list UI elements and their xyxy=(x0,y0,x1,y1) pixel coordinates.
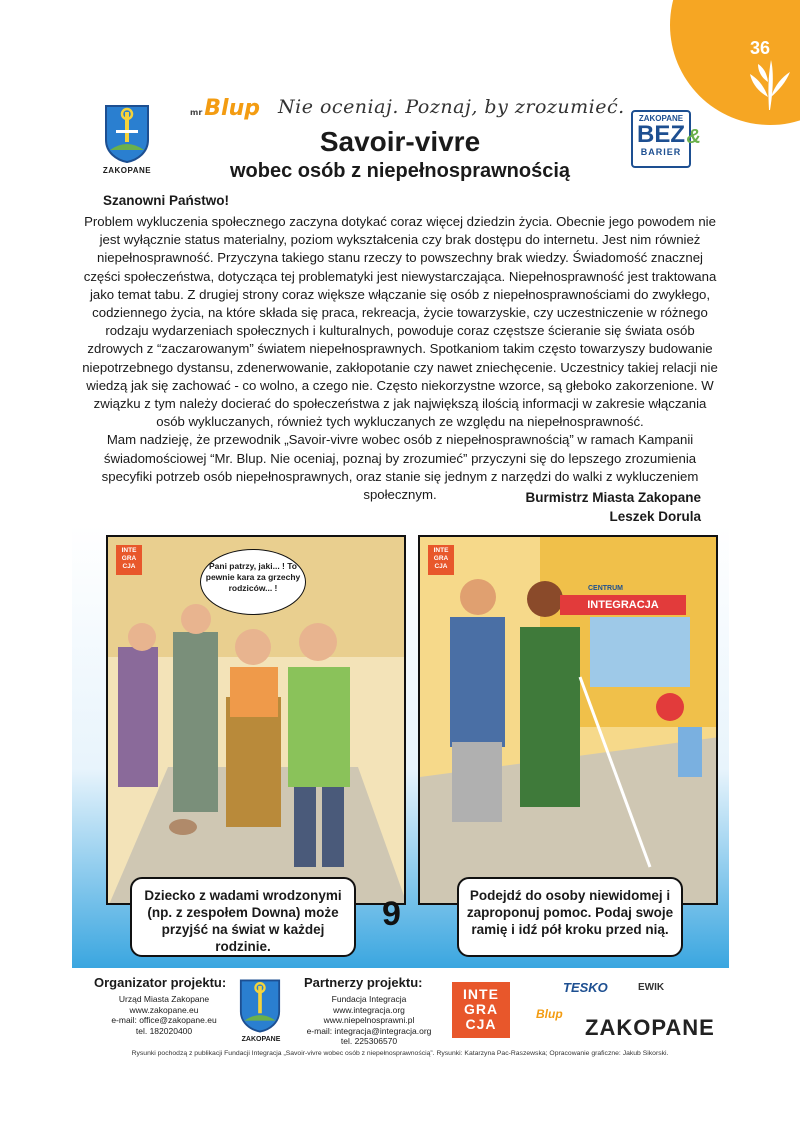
blind-assist-illustration xyxy=(420,537,718,905)
campaign-slogan: Nie oceniaj. Poznaj, by zrozumieć. xyxy=(278,96,625,118)
shop-sign: INTEGRACJA xyxy=(560,595,686,615)
letter-body xyxy=(78,213,722,504)
speech-bubble: Pani patrzy, jaki... ! To pewnie kara za grzechy rodziców... ! xyxy=(200,549,306,615)
letter-paragraph: Problem wykluczenia społecznego zaczyna dotykać coraz więcej dziedzin życia. Obecnie jego powodem nie jest wyłącznie status materialny, poziom wykształcenia czy brak dostępu do internetu. Jest nim również niepełnosprawność. Przyczyna takiego stanu rzeczy to powszechny brak wiedzy. Świadomość znacznej części społeczeństwa, dotycząca tej problematyki jest niewystarczająca. Niepełnosprawność jest traktowana jako temat tabu. Z drugiej strony coraz większe włączanie się osób z niepełnosprawnościami do zwykłego, codziennego życia, na które składa się praca, rekreacja, życie towarzyskie, czy uczestniczenie w różnego rodzaju wydarzeniach społecznych i kulturalnych, powoduje coraz częstsze ścieranie się świata osób zdrowych z “zaczarowanym” światem niepełnosprawnych. Spotkaniom takim często towarzyszy budowanie niepotrzebnego dystansu, zdenerwowanie, zakłopotanie czy nawet zniechęcenie. Uczestnicy takiej relacji nie wiedzą jak się zachować - co wolno, a czego nie. Często niekorzystne wzorce, są głeboko zakorzenione. W związku z tym należy docierać do społeczeństwa z jak największą ilością informacji w zakresie włączania osób wykluczanych, również tych wykluczanych ze względu na niepełnosprawność. xyxy=(82,214,718,430)
caption-left: Dziecko z wadami wrodzonymi (np. z zespołem Downa) może przyjść na świat w każdej rodzinie. xyxy=(130,877,356,957)
ewik-logo: EWIK xyxy=(638,982,665,993)
mr-blup-logo: mrBlup xyxy=(190,96,261,121)
comic-strip xyxy=(72,525,729,968)
comic-panel-left xyxy=(106,535,406,905)
partner-info xyxy=(294,994,444,1047)
page-title: Savoir-vivre xyxy=(319,126,481,157)
zakopane-bez-barier-logo: ZAKOPANE BEZ BARIER & xyxy=(631,110,691,168)
coat-small-label: ZAKOPANE xyxy=(241,1036,281,1043)
page-number: 36 xyxy=(749,38,770,58)
organizer-phone: tel. 182020400 xyxy=(135,1025,193,1036)
organizer-heading: Organizator projektu: xyxy=(94,975,227,990)
partner-name: Fundacja Integracja xyxy=(331,994,407,1004)
coat-label: ZAKOPANE xyxy=(102,166,152,175)
organizer-name: Urząd Miasta Zakopane xyxy=(118,994,210,1004)
integracja-badge: INTE GRA CJA xyxy=(116,545,142,575)
blup-small-logo: Blup xyxy=(536,1007,563,1021)
signature-title: Burmistrz Miasta Zakopane xyxy=(525,490,701,505)
shop-sign-top: CENTRUM xyxy=(588,585,623,592)
letter-salutation: Szanowni Państwo! xyxy=(103,193,230,208)
signature-name: Leszek Dorula xyxy=(609,509,701,524)
page-subtitle: wobec osób z niepełnosprawnością xyxy=(229,160,571,182)
integracja-badge: INTE GRA CJA xyxy=(428,545,454,575)
organizer-website[interactable]: www.zakopane.eu xyxy=(129,1004,199,1015)
tesko-logo: TESKO xyxy=(563,980,608,995)
caption-right: Podejdź do osoby niewidomej i zaproponuj pomoc. Podaj swoje ramię i idź pół kroku przed nią. xyxy=(457,877,683,957)
zakopane-logo: ZAKOPANE xyxy=(585,1015,715,1040)
partners-heading: Partnerzy projektu: xyxy=(304,975,423,990)
partner-email[interactable]: e-mail: integracja@integracja.org xyxy=(306,1025,432,1036)
credits-line: Rysunki pochodzą z publikacji Fundacji Integracja „Savoir-vivre wobec osób z niepełnosprawnością”. Rysunki: Katarzyna Pac-Raszewska; Opracowanie graficzne: Jakub Sikorski. xyxy=(131,1050,669,1057)
partner-website[interactable]: www.integracja.org xyxy=(333,1004,405,1015)
wheat-icon xyxy=(744,52,794,112)
integracja-logo: INTE GRA CJA xyxy=(452,982,510,1038)
partner-phone: tel. 225306570 xyxy=(340,1036,398,1046)
partner-website-2[interactable]: www.niepelnosprawni.pl xyxy=(323,1015,415,1025)
organizer-info xyxy=(94,994,234,1036)
organizer-email[interactable]: e-mail: office@zakopane.eu xyxy=(111,1015,217,1025)
comic-number: 9 xyxy=(382,895,401,933)
letter-paragraph: Mam nadzieję, że przewodnik „Savoir-vivre wobec osób z niepełnosprawnością” w ramach Kampanii świadomościowej “Mr. Blup. Nie oceniaj, poznaj by zrozumieć” przyczyni się do lepszego zrozumienia specyfiki potrzeb osób niepełnosprawnych, oraz stanie się jednym z narzędzi do walki z wykluczeniem społecznym. xyxy=(101,432,699,503)
coat-of-arms-small-icon xyxy=(239,978,281,1034)
comic-panel-right xyxy=(418,535,718,905)
signature xyxy=(525,488,701,526)
